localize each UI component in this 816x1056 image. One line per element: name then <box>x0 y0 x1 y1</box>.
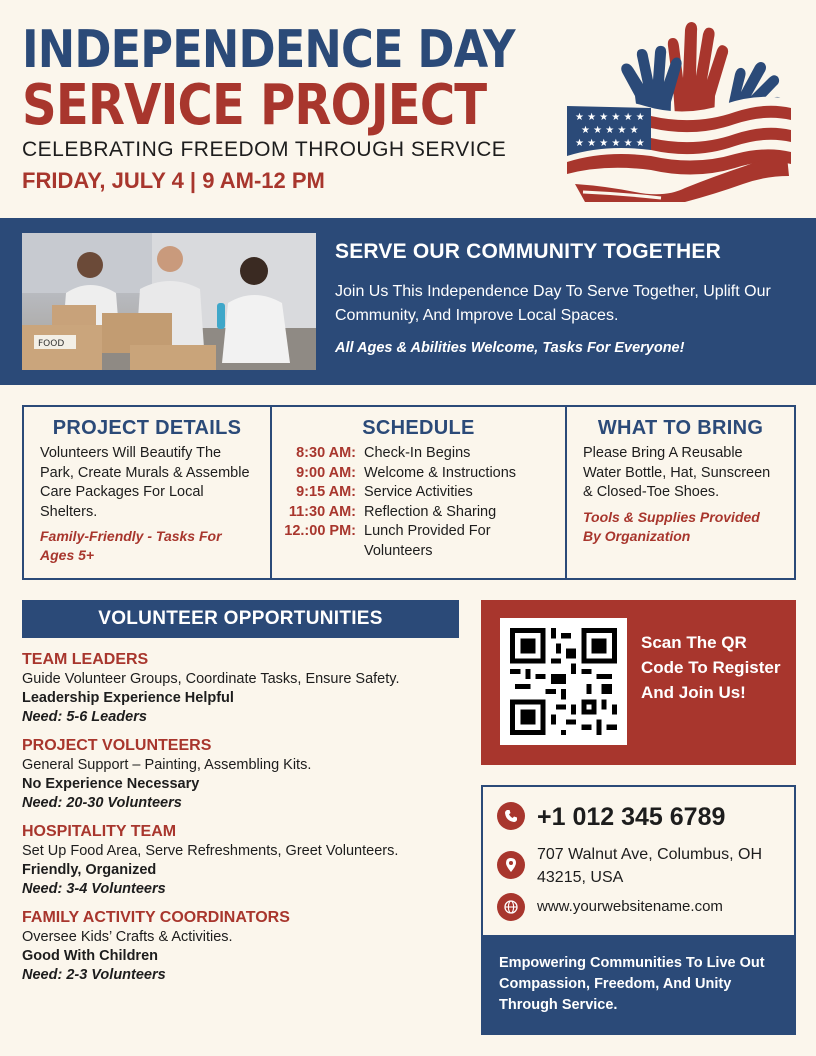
project-details-heading: PROJECT DETAILS <box>52 417 242 439</box>
address-row <box>497 843 787 889</box>
role-name: TEAM LEADERS <box>22 651 149 668</box>
hero-band <box>0 218 816 385</box>
schedule-item <box>284 503 553 523</box>
schedule-label: Welcome & Instructions <box>364 464 517 481</box>
list-item <box>22 650 459 727</box>
schedule-item <box>284 464 553 484</box>
schedule-time: 12.:00 PM: <box>284 523 356 540</box>
qr-register-box <box>481 600 796 765</box>
schedule-label: Lunch Provided For Volunteers <box>364 523 491 559</box>
role-name: FAMILY ACTIVITY COORDINATORS <box>22 909 290 926</box>
schedule-column <box>270 407 565 578</box>
list-item <box>22 736 459 813</box>
svg-text:★ ★ ★ ★ ★ ★: ★ ★ ★ ★ ★ ★ <box>575 112 645 123</box>
project-details-column <box>24 407 270 578</box>
svg-text:★ ★ ★ ★ ★: ★ ★ ★ ★ ★ <box>581 125 639 136</box>
header <box>22 22 562 194</box>
mission-statement: Empowering Communities To Live Out Compassion, Freedom, And Unity Through Service. <box>481 935 796 1035</box>
project-details-note: Family-Friendly - Tasks For Ages 5+ <box>40 528 222 563</box>
role-need: Need: 2-3 Volunteers <box>22 967 166 983</box>
svg-text:★ ★ ★ ★ ★ ★: ★ ★ ★ ★ ★ ★ <box>575 138 645 149</box>
role-description: Set Up Food Area, Serve Refreshments, Greet Volunteers. <box>22 843 399 859</box>
role-description: Oversee Kids’ Crafts & Activities. <box>22 929 233 945</box>
website-link[interactable]: www.yourwebsitename.com <box>537 898 723 915</box>
food-box-label: FOOD <box>38 339 65 349</box>
list-item <box>22 822 459 899</box>
info-panel <box>22 405 796 580</box>
role-name: HOSPITALITY TEAM <box>22 823 177 840</box>
volunteers-illustration <box>22 233 316 370</box>
schedule-heading: SCHEDULE <box>362 417 475 439</box>
what-to-bring-body: Please Bring A Reusable Water Bottle, Hat, Sunscreen & Closed-Toe Shoes. <box>583 445 771 500</box>
contact-box <box>481 785 796 935</box>
subtitle: CELEBRATING FREEDOM THROUGH SERVICE <box>22 138 507 161</box>
schedule-item <box>284 444 553 464</box>
role-name: PROJECT VOLUNTEERS <box>22 737 212 754</box>
schedule-label: Service Activities <box>364 484 473 501</box>
hero-note: All Ages & Abilities Welcome, Tasks For Everyone! <box>335 340 685 356</box>
role-need: Need: 5-6 Leaders <box>22 709 147 725</box>
phone-row <box>497 802 725 832</box>
schedule-time: 11:30 AM: <box>288 503 356 520</box>
schedule-item <box>284 522 553 561</box>
qr-instruction: Scan The QR Code To Register And Join Us! <box>641 633 781 702</box>
schedule-time: 8:30 AM: <box>296 445 356 461</box>
role-description: Guide Volunteer Groups, Coordinate Tasks, Ensure Safety. <box>22 671 400 687</box>
address-text: 707 Walnut Ave, Columbus, OH 43215, USA <box>537 846 762 886</box>
flag-hands-logo-icon <box>565 16 795 202</box>
role-need: Need: 20-30 Volunteers <box>22 795 182 811</box>
website-row <box>497 893 723 921</box>
hero-body: Join Us This Independence Day To Serve Together, Uplift Our Community, And Improve Local Spaces. <box>335 283 771 324</box>
location-pin-icon <box>497 851 525 879</box>
role-requirement: Friendly, Organized <box>22 862 157 878</box>
what-to-bring-column <box>565 407 794 578</box>
role-description: General Support – Painting, Assembling Kits. <box>22 757 312 773</box>
list-item <box>22 908 459 985</box>
event-date: FRIDAY, JULY 4 | 9 AM-12 PM <box>22 168 325 193</box>
schedule-time: 9:00 AM: <box>296 464 356 481</box>
phone-icon <box>497 802 525 830</box>
role-requirement: No Experience Necessary <box>22 776 200 792</box>
globe-icon <box>497 893 525 921</box>
role-requirement: Good With Children <box>22 948 158 964</box>
volunteer-opportunities-heading: VOLUNTEER OPPORTUNITIES <box>22 600 459 638</box>
qr-code-icon <box>500 618 627 745</box>
title-line-1: INDEPENDENCE DAY <box>22 20 515 80</box>
role-need: Need: 3-4 Volunteers <box>22 881 166 897</box>
schedule-label: Reflection & Sharing <box>364 503 497 520</box>
schedule-label: Check-In Begins <box>364 445 471 461</box>
project-details-body: Volunteers Will Beautify The Park, Create Murals & Assemble Care Packages For Local Shelters. <box>40 445 250 520</box>
role-requirement: Leadership Experience Helpful <box>22 690 234 706</box>
volunteers-photo <box>22 233 316 370</box>
title-line-2: SERVICE PROJECT <box>22 73 487 138</box>
what-to-bring-note: Tools & Supplies Provided By Organization <box>583 508 760 544</box>
hero-title: SERVE OUR COMMUNITY TOGETHER <box>335 240 721 263</box>
schedule-time: 9:15 AM: <box>296 484 356 501</box>
schedule-item <box>284 483 553 503</box>
qr-code[interactable] <box>500 618 627 745</box>
what-to-bring-heading: WHAT TO BRING <box>597 417 764 439</box>
phone-number[interactable]: +1 012 345 6789 <box>537 803 726 831</box>
volunteer-roles-list <box>22 650 459 994</box>
